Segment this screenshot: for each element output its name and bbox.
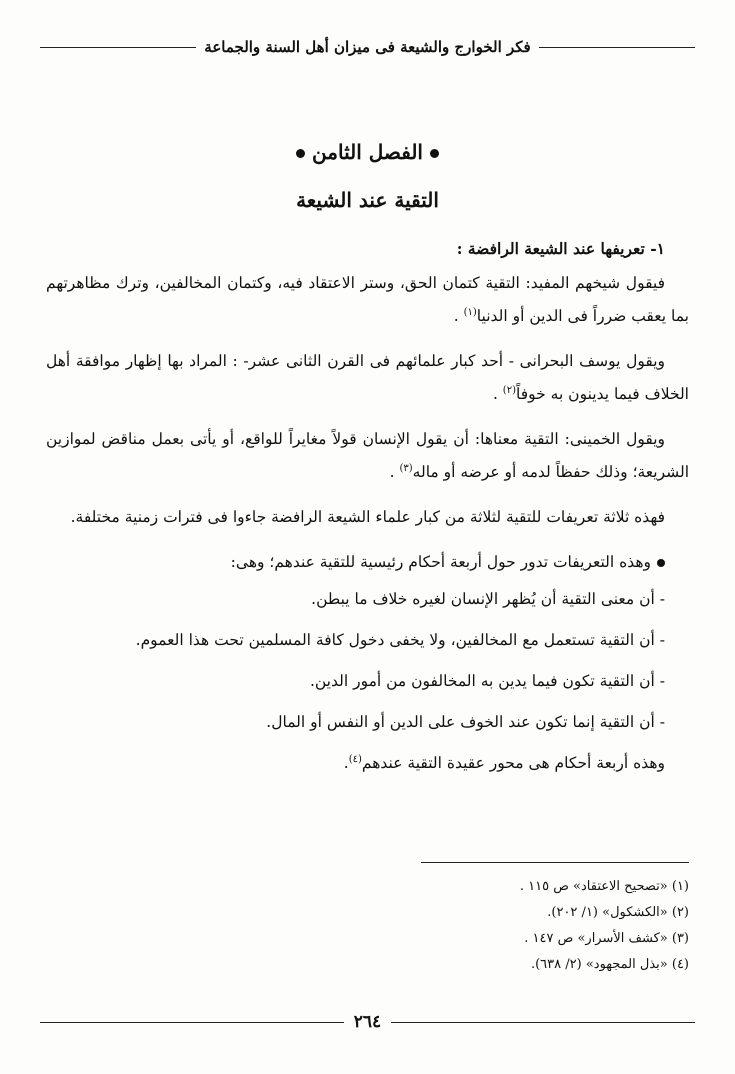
paragraph-mufid: فيقول شيخهم المفيد: التقية كتمان الحق، وستر الاعتقاد فيه، وكتمان المخالفين، وترك مظاهرتهم بما يعقب ضرراً فى الدين أو الدنيا$^{(١)}$ . bbox=[46, 274, 689, 325]
paragraph-text: ويقول الخمينى: التقية معناها: أن يقول الإنسان قولاً مغايراً للواقع، أو يأتى بعمل مناقض لموازين الشريعة؛ وذلك حفظاً لدمه أو عرضه أو ماله bbox=[46, 430, 689, 481]
paragraph-khomeini: ويقول الخمينى: التقية معناها: أن يقول الإنسان قولاً مغايراً للواقع، أو يأتى بعمل مناقض لموازين الشريعة؛ وذلك حفظاً لدمه أو عرضه أو ماله$^{(٣)}$ . bbox=[46, 430, 689, 481]
section-heading: ١- تعريفها عند الشيعة الرافضة : bbox=[456, 239, 665, 258]
bullet-dot-icon bbox=[657, 559, 665, 567]
header-rule-left bbox=[40, 47, 196, 48]
running-header bbox=[40, 34, 695, 60]
footnote-ref[interactable]: (٢) bbox=[502, 384, 516, 396]
paragraph-bahrani: ويقول يوسف البحرانى - أحد كبار علمائهم فى القرن الثانى عشر- : المراد بها إظهار موافقة أهل الخلاف فيما يدينون به خوفاً$^{(٢)}$ . bbox=[46, 352, 689, 403]
paragraph-text: ويقول يوسف البحرانى - أحد كبار علمائهم فى القرن الثانى عشر- : المراد بها إظهار موافقة أهل الخلاف فيما يدينون به خوفاً bbox=[46, 352, 689, 403]
footnote-item: (٢) «الكشكول» (١/ ٢٠٢). bbox=[547, 905, 689, 920]
paragraph-text: فيقول شيخهم المفيد: التقية كتمان الحق، وستر الاعتقاد فيه، وكتمان المخالفين، وترك مظاهرتهم بما يعقب ضرراً فى الدين أو الدنيا bbox=[46, 274, 689, 325]
paragraph-summary: فهذه ثلاثة تعريفات للتقية لثلاثة من كبار علماء الشيعة الرافضة جاءوا فى فترات زمنية مختلفة. bbox=[70, 508, 665, 526]
bullet-dot-icon bbox=[296, 149, 305, 158]
footnote-ref[interactable]: (١) bbox=[463, 306, 477, 318]
closing-line: وهذه أربعة أحكام هى محور عقيدة التقية عندهم$^{(٤)}$. bbox=[343, 753, 665, 772]
footer-rule-right bbox=[391, 1022, 695, 1023]
footnote-item: (١) «تصحيح الاعتقاد» ص ١١٥ . bbox=[519, 879, 689, 894]
footnote-ref[interactable]: (٤) bbox=[348, 753, 362, 765]
footnote-separator bbox=[421, 862, 689, 863]
bullet-intro bbox=[46, 546, 689, 579]
header-rule-right bbox=[539, 47, 695, 48]
footnotes bbox=[46, 874, 689, 978]
page-footer bbox=[40, 1012, 695, 1032]
list-item: - أن معنى التقية أن يُظهر الإنسان لغيره خلاف ما يبطن. bbox=[311, 590, 665, 608]
footnote-item: (٤) «بذل المجهود» (٢/ ٦٣٨). bbox=[530, 957, 689, 972]
list-item: - أن التقية إنما تكون عند الخوف على الدين أو النفس أو المال. bbox=[266, 713, 665, 731]
page-number: ٢٦٤ bbox=[353, 1012, 382, 1032]
list-item: - أن التقية تكون فيما يدين به المخالفون من أمور الدين. bbox=[309, 672, 665, 690]
closing-text: وهذه أربعة أحكام هى محور عقيدة التقية عندهم bbox=[361, 754, 665, 772]
body-text bbox=[46, 232, 689, 788]
bullet-dot-icon bbox=[430, 149, 439, 158]
chapter-title-text: الفصل الثامن bbox=[312, 140, 423, 164]
list-item: - أن التقية تستعمل مع المخالفين، ولا يخفى دخول كافة المسلمين تحت هذا العموم. bbox=[135, 631, 665, 649]
section-title: التقية عند الشيعة bbox=[296, 188, 439, 212]
chapter-title bbox=[0, 140, 735, 164]
running-header-title: فكر الخوارج والشيعة فى ميزان أهل السنة والجماعة bbox=[204, 38, 531, 56]
footer-rule-left bbox=[40, 1022, 344, 1023]
bullet-intro-text: وهذه التعريفات تدور حول أربعة أحكام رئيسية للتقية عندهم؛ وهى: bbox=[230, 553, 651, 571]
footnote-ref[interactable]: (٣) bbox=[399, 462, 413, 474]
footnote-item: (٣) «كشف الأسرار» ص ١٤٧ . bbox=[524, 931, 689, 946]
